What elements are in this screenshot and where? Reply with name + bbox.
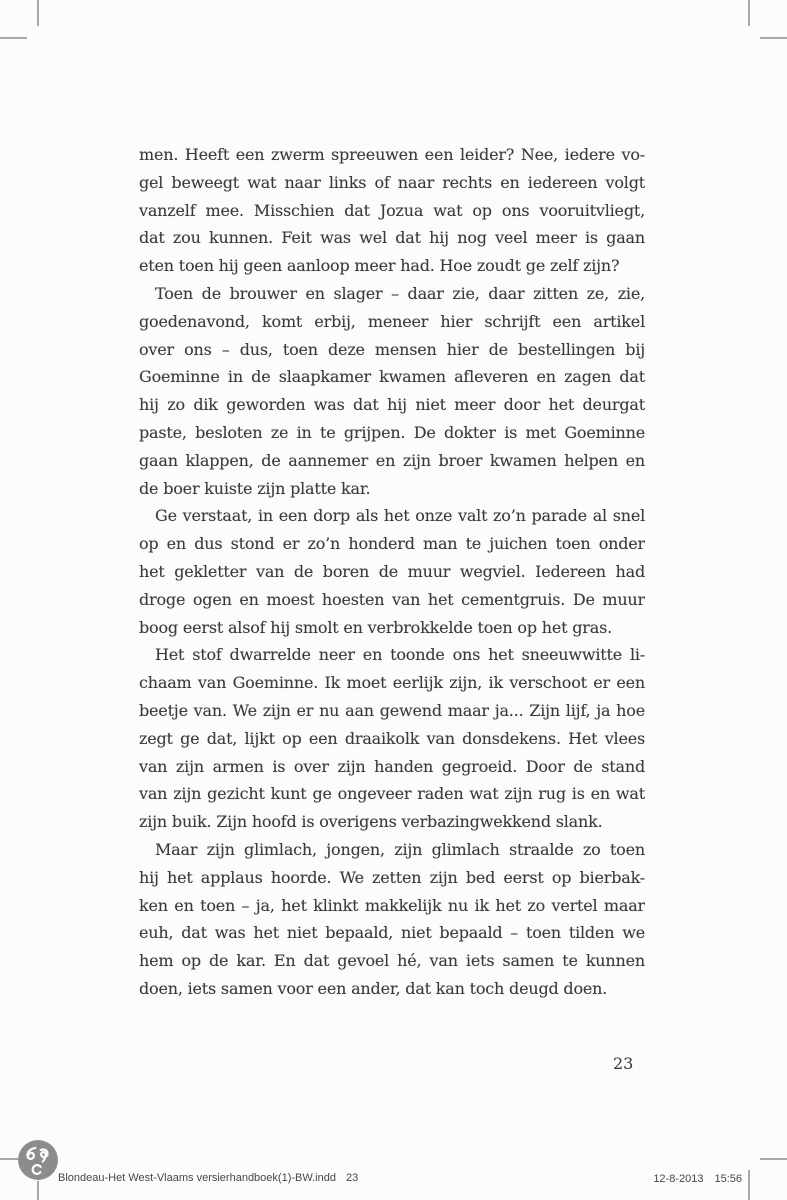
- text-line: Het stof dwarrelde neer en toonde ons het sneeuwwitte li-: [155, 645, 645, 665]
- footer-date: 12-8-2013: [653, 1173, 704, 1185]
- text-line: Toen de brouwer en slager – daar zie, daar zitten ze, zie,: [155, 283, 645, 303]
- footer-page-ref: 23: [345, 1172, 359, 1184]
- text-line: eten toen hij geen aanloop meer had. Hoe zoudt ge zelf zijn?: [139, 256, 620, 276]
- footer-slug-left: [58, 1172, 358, 1184]
- text-line: ken en toen – ja, het klinkt makkelijk nu ik het zo vertel maar: [139, 895, 645, 915]
- crop-mark-top-right-horizontal: [760, 37, 787, 39]
- text-line: chaam van Goeminne. Ik moet eerlijk zijn, ik verschoot er een: [139, 673, 645, 693]
- text-line: hij zo dik geworden was dat hij niet meer door het deurgat: [139, 395, 645, 415]
- crop-mark-bottom-right-vertical: [748, 1170, 750, 1200]
- page-number: 23: [613, 1054, 634, 1073]
- bol-com-logo-icon: [17, 1139, 59, 1181]
- crop-mark-top-left-horizontal: [0, 37, 27, 39]
- text-line: vanzelf mee. Misschien dat Jozua wat op ons vooruitvliegt,: [139, 200, 645, 220]
- text-line: zegt ge dat, lijkt op een draaikolk van donsdekens. Het vlees: [139, 728, 645, 748]
- text-line: Goeminne in de slaapkamer kwamen afleveren en zagen dat: [139, 367, 645, 387]
- paragraph: [139, 141, 645, 280]
- text-line: dat zou kunnen. Feit was wel dat hij nog veel meer is gaan: [139, 228, 645, 248]
- text-line: Ge verstaat, in een dorp als het onze valt zo’n parade al snel: [155, 506, 645, 526]
- text-line: boog eerst alsof hij smolt en verbrokkelde toen op het gras.: [139, 617, 612, 637]
- footer-time: 15:56: [714, 1173, 742, 1185]
- text-line: men. Heeft een zwerm spreeuwen een leider? Nee, iedere vo-: [139, 145, 645, 164]
- text-line: hij het applaus hoorde. We zetten zijn bed eerst op bierbak-: [139, 867, 645, 887]
- text-line: euh, dat was het niet bepaald, niet bepaald – toen tilden we: [139, 923, 645, 943]
- text-line: paste, besloten ze in te grijpen. De dokter is met Goeminne: [139, 422, 645, 442]
- paragraph: [139, 641, 645, 836]
- text-line: hem op de kar. En dat gevoel hé, van iets samen te kunnen: [139, 951, 645, 971]
- crop-mark-top-left-vertical: [37, 0, 39, 26]
- text-line: de boer kuiste zijn platte kar.: [139, 478, 371, 498]
- text-line: gaan klappen, de aannemer en zijn broer kwamen helpen en: [139, 450, 645, 470]
- crop-mark-bottom-left-vertical: [37, 1181, 39, 1200]
- text-line: goedenavond, komt erbij, meneer hier schrijft een artikel: [139, 311, 645, 331]
- text-line: gel beweegt wat naar links of naar rechts en iedereen volgt: [139, 172, 645, 192]
- crop-mark-top-right-vertical: [748, 0, 750, 26]
- text-line: op en dus stond er zo’n honderd man te juichen toen onder: [139, 534, 645, 554]
- text-line: zijn buik. Zijn hoofd is overigens verbazingwekkend slank.: [139, 812, 603, 832]
- crop-mark-bottom-right-horizontal: [760, 1158, 787, 1160]
- text-line: over ons – dus, toen deze mensen hier de bestellingen bij: [139, 339, 645, 359]
- footer-filename: Blondeau-Het West-Vlaams versierhandboek(1)-BW.indd: [58, 1172, 336, 1184]
- text-line: beetje van. We zijn er nu aan gewend maar ja... Zijn lijf, ja hoe: [139, 700, 645, 720]
- footer-slug-right: [653, 1173, 742, 1185]
- paragraph: [139, 836, 645, 1003]
- paragraph: [139, 502, 645, 641]
- text-line: van zijn armen is over zijn handen gegroeid. Door de stand: [139, 756, 645, 776]
- text-line: het gekletter van de boren de muur wegviel. Iedereen had: [139, 561, 645, 581]
- text-line: Maar zijn glimlach, jongen, zijn glimlach straalde zo toen: [155, 839, 645, 859]
- text-line: van zijn gezicht kunt ge ongeveer raden wat zijn rug is en wat: [139, 784, 645, 804]
- text-line: doen, iets samen voor een ander, dat kan toch deugd doen.: [139, 978, 608, 998]
- paragraph: [139, 280, 645, 502]
- text-block: [139, 141, 645, 1003]
- text-line: droge ogen en moest hoesten van het cementgruis. De muur: [139, 589, 645, 609]
